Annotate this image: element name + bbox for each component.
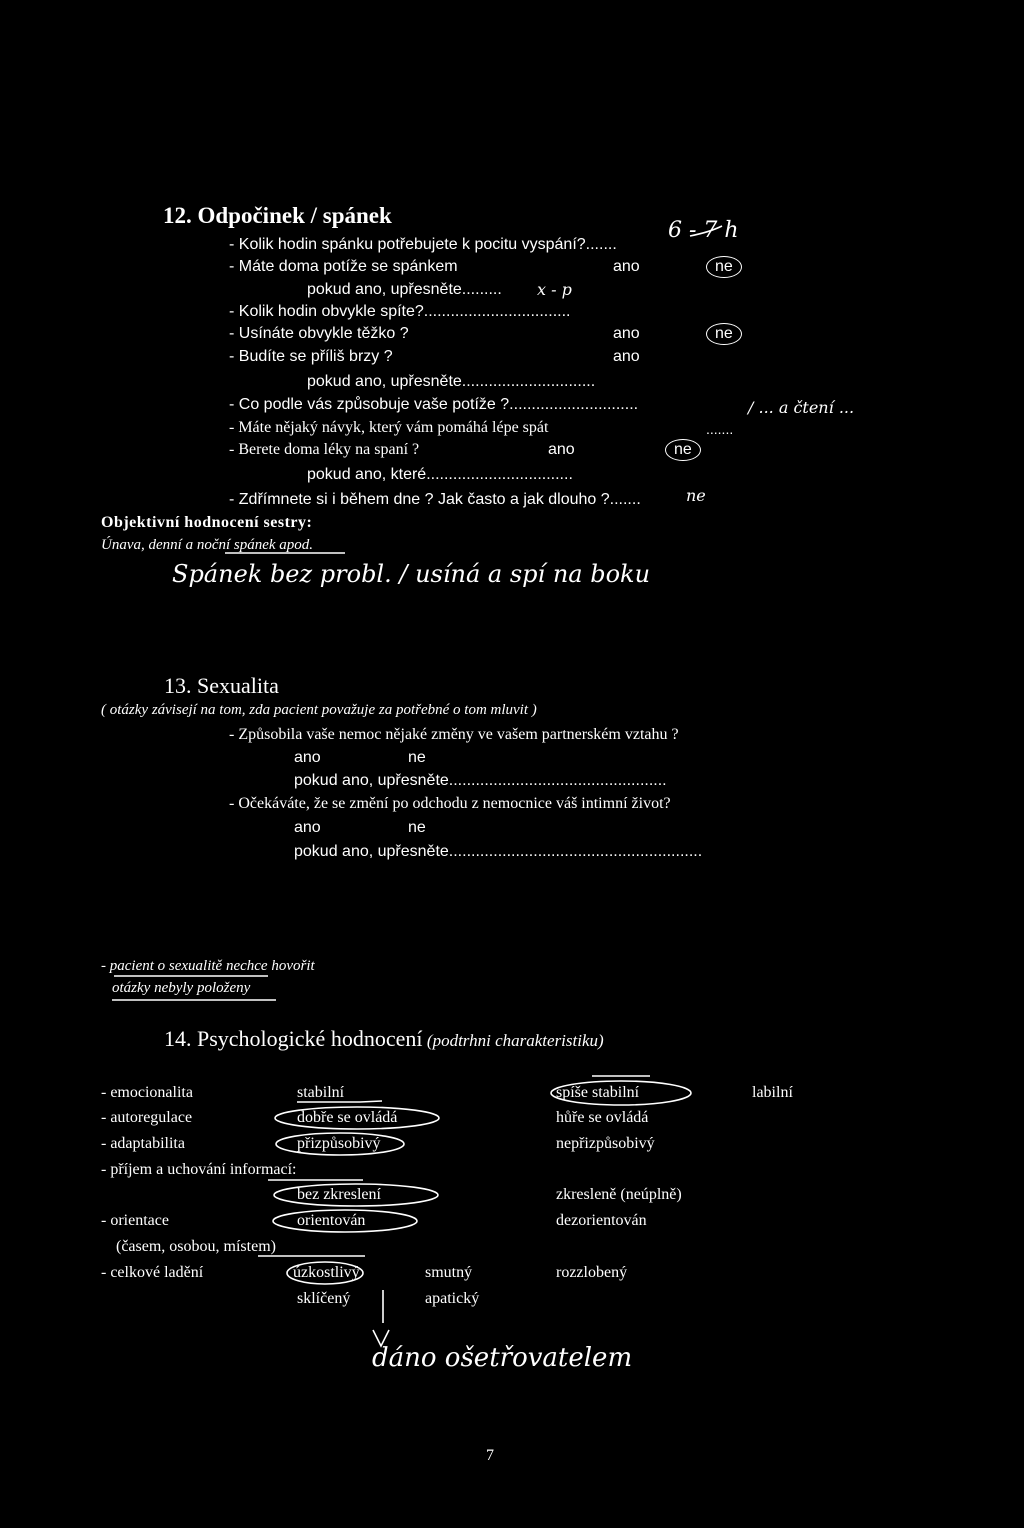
psy-adaptability-adaptive: přizpůsobivý [297,1135,381,1152]
circled-answer-no: ne [665,439,701,461]
q-hard-falling-asleep: - Usínáte obvykle těžko ? [229,325,409,342]
pen-circle-mostly-stable [551,1081,691,1105]
psy-information-undistorted: bez zkreslení [297,1186,381,1203]
psy-information-distorted: zkresleně (neúplně) [556,1186,682,1203]
psy-emotionality-mostly-stable: spíše stabilní [556,1084,640,1101]
nurse-evaluation-label: Objektivní hodnocení sestry: [101,514,313,531]
q-usual-sleep-hours: - Kolik hodin obvykle spíte?................................. [229,303,571,320]
q-intimate-life-change: - Očekáváte, že se změní po odchodu z nemocnice váš intimní život? [229,795,671,812]
psy-autoregulation-label: - autoregulace [101,1109,193,1126]
pen-circle-adaptive [276,1133,404,1155]
q-partner-relationship-no: ne [408,749,426,766]
psy-mood-label: - celkové ladění [101,1264,204,1281]
circled-answer-no: ne [706,256,742,278]
handwritten-given-by-nurse: dáno ošetřovatelem [372,1343,633,1373]
pen-circle-oriented [273,1210,417,1232]
q-sleep-habit-dots: ....... [706,421,734,437]
psy-orientation-sub: (časem, osobou, místem) [116,1238,276,1255]
handwritten-hours-needed: 6 - 7 h [668,218,739,243]
section-14-title: 14. Psychologické hodnocení [164,1026,423,1051]
q-sleep-problems-spec: pokud ano, upřesněte......... [307,281,502,298]
handwritten-nurse-evaluation: Spánek bez probl. / usíná a spí na boku [172,560,651,588]
nurse-evaluation-hint: Únava, denní a noční spánek apod. [101,537,314,553]
pen-underline-stable [297,1101,382,1102]
q-sleeping-pills-yes: ano [548,441,575,458]
page-number: 7 [486,1447,494,1464]
note-questions-not-asked: otázky nebyly položeny [112,980,251,996]
q-sleep-problems-home: - Máte doma potíže se spánkem [229,258,458,275]
q-sleep-hours-needed: - Kolik hodin spánku potřebujete k pocitu vyspání?....... [229,236,617,253]
psy-mood-depressed: sklíčený [297,1290,351,1307]
psy-emotionality-stable: stabilní [297,1084,345,1101]
q-sleeping-pills-which: pokud ano, které................................. [307,466,573,483]
psy-mood-apathetic: apatický [425,1290,480,1307]
pen-arrow-down [373,1330,389,1346]
q-partner-relationship-yes: ano [294,749,321,766]
q-intimate-life-change-yes: ano [294,819,321,836]
pen-circle-good-control [275,1107,439,1129]
psy-mood-sad: smutný [425,1264,473,1281]
psy-emotionality-label: - emocionalita [101,1084,193,1101]
q-sleep-habit: - Máte nějaký návyk, který vám pomáhá lépe spát [229,419,549,436]
pen-circle-anxious [287,1262,363,1284]
handwritten-nap-answer: ne [686,486,706,505]
psy-mood-angry: rozzlobený [556,1264,628,1281]
q-cause-of-problems: - Co podle vás způsobuje vaše potíže ?............................. [229,396,639,413]
psy-mood-anxious: úzkostlivý [293,1264,360,1281]
psy-autoregulation-good: dobře se ovládá [297,1109,398,1126]
section-13-title: 13. Sexualita [164,673,279,698]
pen-circle-undistorted [274,1184,438,1206]
q-wake-too-early: - Budíte se příliš brzy ? [229,348,393,365]
psy-information-label: - příjem a uchování informací: [101,1161,297,1178]
q-sleeping-pills: - Berete doma léky na spaní ? [229,441,420,458]
note-patient-refuses: - pacient o sexualitě nechce hovořit [101,958,315,974]
handwritten-cause-note: / ... a čtení ... [748,398,855,417]
q-partner-relationship-spec: pokud ano, upřesněte................................................. [294,772,667,789]
pen-underline-hours [690,226,722,236]
handwritten-spec-mark: x - p [537,280,572,299]
section-13-subtitle: ( otázky závisejí na tom, zda pacient považuje za potřebné o tom mluvit ) [101,702,537,718]
q-daytime-nap: - Zdřímnete si i během dne ? Jak často a jak dlouho ?....... [229,491,641,508]
psy-autoregulation-worse: hůře se ovládá [556,1109,649,1126]
q-wake-too-early-spec: pokud ano, upřesněte.............................. [307,373,596,390]
psy-orientation-label: - orientace [101,1212,169,1229]
psy-orientation-disoriented: dezorientován [556,1212,647,1229]
q-intimate-life-change-spec: pokud ano, upřesněte......................................................... [294,843,703,860]
q-sleep-problems-yes: ano [613,258,640,275]
section-12-title: 12. Odpočinek / spánek [163,203,392,228]
section-14-subtitle: (podtrhni charakteristiku) [426,1031,604,1050]
psy-adaptability-nonadaptive: nepřizpůsobivý [556,1135,655,1152]
q-intimate-life-change-no: ne [408,819,426,836]
psy-orientation-oriented: orientován [297,1212,366,1229]
q-partner-relationship: - Způsobila vaše nemoc nějaké změny ve vašem partnerském vztahu ? [229,726,679,743]
psy-emotionality-labile: labilní [752,1084,793,1101]
psy-adaptability-label: - adaptabilita [101,1135,185,1152]
q-hard-falling-asleep-yes: ano [613,325,640,342]
circled-answer-no: ne [706,323,742,345]
q-wake-too-early-yes: ano [613,348,640,365]
